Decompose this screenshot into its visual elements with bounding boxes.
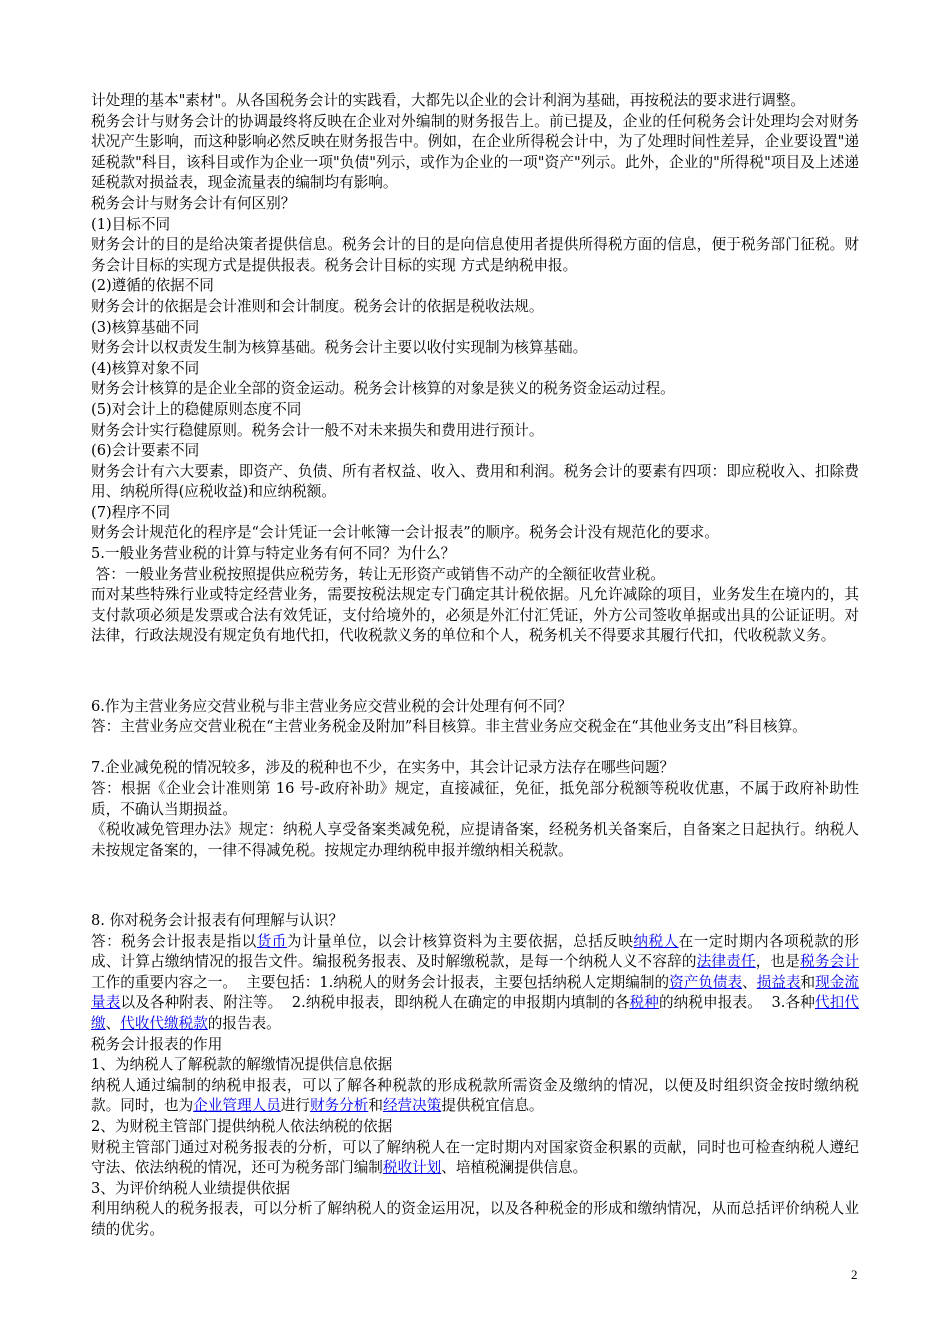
answer-5-part-2: 而对某些特殊行业或特定经营业务，需要按税法规定专门确定其计税依据。凡允许减除的项目，业务发生在境内的，其支付款项必须是发票或合法有效凭证，支付给境外的，必须是外汇付汇凭证，外方公司签收单据或出具的公证证明。对法律，行政法规没有规定负有地代扣，代收税款义务的单位和个人，税务机关不得要求其履行代扣，代收税款义务。 <box>91 586 859 645</box>
link-financial-analysis[interactable]: 财务分析 <box>309 1097 369 1115</box>
text-run: 答：税务会计报表是指以 <box>91 932 257 950</box>
paragraph: 税务会计与财务会计的协调最终将反映在企业对外编制的财务报告上。前已提及，企业的任何税务会计处理均会对财务状况产生影响，而这种影响必然反映在财务报告中。例如，在企业所得税会计中，为了处理时间性差异，企业要设置"递延税款"科目，该科目或作为企业一项"负债"列示，或作为企业的一项"资产"列示。此外，企业的"所得税"项目及上述递延税款对损益表，现金流量表的编制均有影响。 <box>91 112 859 192</box>
text-run: 和 <box>800 973 816 991</box>
link-taxpayer[interactable]: 纳税人 <box>633 932 679 950</box>
page-number: 2 <box>851 1267 858 1282</box>
answer-6: 答：主营业务应交营业税在“主营业务税金及附加”科目核算。非主营业务应交税金在“其他业务支出”科目核算。 <box>91 718 807 736</box>
text-run: 的纳税申报表。 3.各种 <box>658 994 815 1012</box>
paragraph: 财务会计核算的是企业全部的资金运动。税务会计核算的对象是狭义的税务资金运动过程。 <box>91 380 675 398</box>
text-run: 纳税人通过编制的纳税申报表，可以了解各种税款的形成税款所需资金及缴纳的情况，以便及时组织资金按时缴纳税款。同时，也为 <box>91 1076 859 1115</box>
link-withholding[interactable]: 代扣代缴 <box>91 994 859 1032</box>
subheading: (7)程序不同 <box>91 503 171 521</box>
paragraph <box>91 1076 859 1117</box>
question-5: 5.一般业务营业税的计算与特定业务有何不同？为什么？ <box>91 545 456 563</box>
paragraph: 财务会计规范化的程序是“会计凭证一会计帐簿一会计报表”的顺序。税务会计没有规范化的要求。 <box>91 524 719 542</box>
link-tax-plan[interactable]: 税收计划 <box>382 1159 442 1177</box>
answer-8 <box>91 932 859 1035</box>
link-enterprise-managers[interactable]: 企业管理人员 <box>193 1097 281 1115</box>
paragraph: 财务会计有六大要素，即资产、负债、所有者权益、收入、费用和利润。税务会计的要素有四项：即应税收入、扣除费用、纳税所得(应税收益)和应纳税额。 <box>91 462 859 501</box>
subheading: 1、为纳税人了解税款的解缴情况提供信息依据 <box>91 1056 393 1074</box>
section-heading: 税务会计报表的作用 <box>91 1035 223 1053</box>
paragraph: 财务会计的依据是会计准则和会计制度。税务会计的依据是税收法规。 <box>91 297 544 315</box>
link-balance-sheet[interactable]: 资产负债表 <box>669 973 743 991</box>
link-currency[interactable]: 货币 <box>256 932 287 950</box>
paragraph: 财务会计实行稳健原则。税务会计一般不对未来损失和费用进行预计。 <box>91 421 544 439</box>
link-collection-tax[interactable]: 代收代缴税款 <box>120 1014 208 1032</box>
link-tax-type[interactable]: 税种 <box>629 994 659 1012</box>
text-run: 在一定时期内各项税款的形成、计算占缴纳情况的报告文件。编报税务报表、及时解缴税款，是每一个纳税人义不容辞的 <box>91 932 859 971</box>
text-run: 、 <box>105 1014 121 1032</box>
paragraph: 计处理的基本"素材"。从各国税务会计的实践看，大都先以企业的会计利润为基础，再按税法的要求进行调整。 <box>91 92 805 109</box>
link-business-decisions[interactable]: 经营决策 <box>382 1097 442 1115</box>
question-7: 7.企业减免税的情况较多，涉及的税种也不少，在实务中，其会计记录方法存在哪些问题？ <box>91 759 675 777</box>
answer-5-part-1: 答：一般业务营业税按照提供应税劳务，转让无形资产或销售不动产的全额征收营业税。 <box>91 565 665 583</box>
document-body <box>91 91 859 1240</box>
section-heading: 税务会计与财务会计有何区别？ <box>91 194 296 212</box>
text-run: 为计量单位，以会计核算资料为主要依据，总括反映 <box>286 932 634 950</box>
text-run: 工作的重要内容之一。 主要包括：1.纳税人的财务会计报表，主要包括纳税人定期编制的 <box>91 973 670 991</box>
question-6: 6.作为主营业务应交营业税与非主营业务应交营业税的会计处理有何不同？ <box>91 697 572 715</box>
subheading: (6)会计要素不同 <box>91 442 200 460</box>
link-cash-flow-statement[interactable]: 现金流量表 <box>91 973 859 1012</box>
question-8: 8. 你对税务会计报表有何理解与认识？ <box>91 911 344 929</box>
subheading: (3)核算基础不同 <box>91 318 200 336</box>
text-run: ，也是 <box>755 953 801 971</box>
link-income-statement[interactable]: 损益表 <box>756 973 801 991</box>
subheading: (5)对会计上的稳健原则态度不同 <box>91 400 302 418</box>
paragraph: 财务会计的目的是给决策者提供信息。税务会计的目的是向信息使用者提供所得税方面的信息，便于税务部门征税。财务会计目标的实现方式是提供报表。税务会计目标的实现 方式是纳税申报。 <box>91 236 859 274</box>
paragraph: 利用纳税人的税务报表，可以分析了解纳税人的资金运用况，以及各种税金的形成和缴纳情况，从而总括评价纳税人业绩的优劣。 <box>91 1200 859 1238</box>
text-run: 和 <box>368 1097 383 1115</box>
text-run: 提供税宜信息。 <box>441 1097 544 1115</box>
subheading: (4)核算对象不同 <box>91 359 200 377</box>
text-run: 、 <box>742 973 757 991</box>
text-run: 财税主管部门通过对税务报表的分析，可以了解纳税人在一定时期内对国家资金积累的贡献，同时也可检查纳税人遵纪守法、依法纳税的情况，还可为税务部门编制 <box>91 1138 859 1177</box>
link-legal-liability[interactable]: 法律责任 <box>696 953 756 971</box>
subheading: 3、为评价纳税人业绩提供依据 <box>91 1179 291 1197</box>
text-run: 、培植税澜提供信息。 <box>441 1159 588 1177</box>
text-run: 的报告表。 <box>207 1014 281 1032</box>
answer-7-part-2: 《税收减免管理办法》规定：纳税人享受备案类减免税，应提请备案，经税务机关备案后，自备案之日起执行。纳税人未按规定备案的，一律不得减免税。按规定办理纳税申报并缴纳相关税款。 <box>91 821 859 859</box>
link-tax-accounting[interactable]: 税务会计 <box>800 953 859 971</box>
answer-7-part-1: 答：根据《企业会计准则第 16 号-政府补助》规定，直接减征，免征，抵免部分税额等税收优惠，不属于政府补助性质，不确认当期损益。 <box>91 780 859 818</box>
subheading: 2、为财税主管部门提供纳税人依法纳税的依据 <box>91 1117 393 1135</box>
text-run: 进行 <box>280 1097 310 1115</box>
paragraph <box>91 1138 859 1179</box>
subheading: (1)目标不同 <box>91 215 171 233</box>
paragraph: 财务会计以权责发生制为核算基础。税务会计主要以收付实现制为核算基础。 <box>91 339 588 357</box>
text-run: 以及各种附表、附注等。 2.纳税申报表，即纳税人在确定的申报期内填制的各 <box>120 994 630 1012</box>
subheading: (2)遵循的依据不同 <box>91 277 214 295</box>
